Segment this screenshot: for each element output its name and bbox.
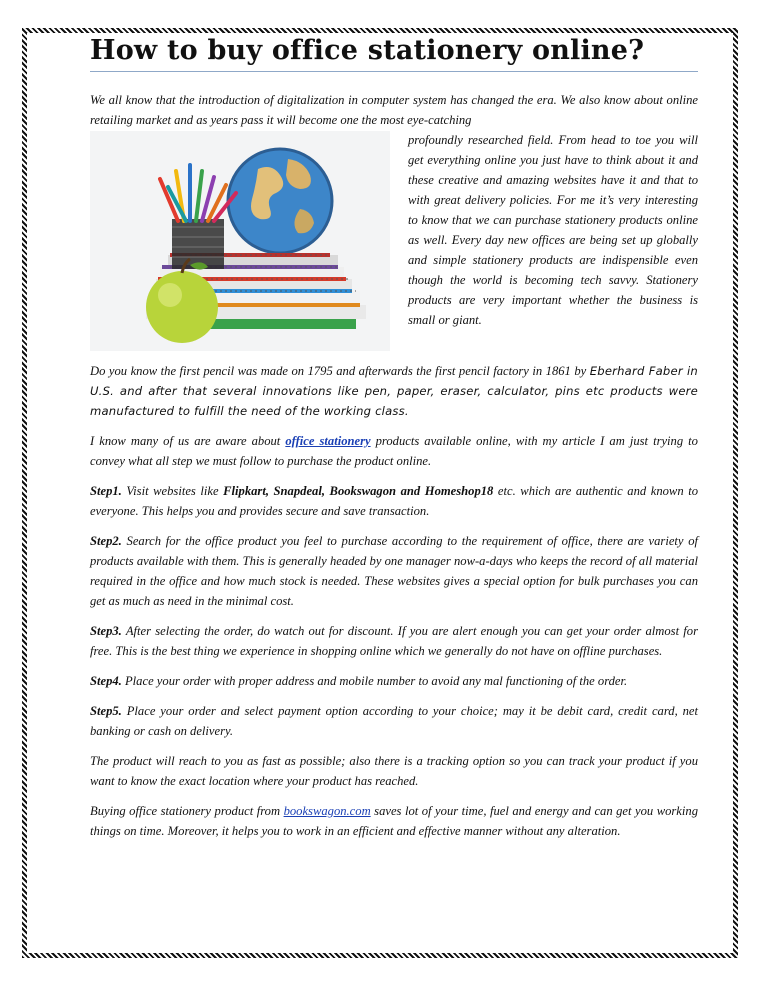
stationery-illustration	[90, 131, 390, 351]
step1-sites: Flipkart, Snapdeal, Bookswagon and Homeshop18	[223, 484, 494, 498]
closing-paragraph	[90, 801, 698, 841]
stationery-image	[90, 131, 390, 351]
aware-post-text: products available online, with my article I am just trying to convey what all step we must follow to purchase the product online.	[90, 434, 698, 468]
page-title: How to buy office stationery online?	[90, 34, 698, 72]
closing-pre-text: Buying office stationery product from	[90, 804, 284, 818]
step4-text: Place your order with proper address and mobile number to avoid any mal functioning of the order.	[121, 674, 628, 688]
aware-paragraph	[90, 431, 698, 471]
step2-label: Step2.	[90, 534, 122, 548]
step1-post-text: etc. which are authentic and known to everyone. This helps you and provides secure and save transaction.	[90, 484, 698, 518]
closing-post-text: saves lot of your time, fuel and energy and can get you working things on time. Moreover, it helps you to work in an efficient and effective manner without any alteration.	[90, 804, 698, 838]
step4-label: Step4.	[90, 674, 122, 688]
step3-label: Step3.	[90, 624, 122, 638]
document-page	[90, 34, 698, 841]
bookswagon-link[interactable]: bookswagon.com	[283, 804, 371, 818]
office-stationery-link[interactable]: office stationery	[285, 434, 371, 448]
step1-pre-text: Visit websites like	[121, 484, 224, 498]
step2-paragraph	[90, 531, 698, 611]
aware-pre-text: I know many of us are aware about	[90, 434, 286, 448]
step5-text: Place your order and select payment option according to your choice; may it be debit card, credit card, net banking or cash on delivery.	[90, 704, 698, 738]
intro-paragraph-top: We all know that the introduction of digitalization in computer system has changed the era. We also know about online retailing market and as years pass it will become one the most eye-catching	[90, 93, 698, 127]
pencil-sans-text: Eberhard Faber in U.S. and after that several innovations like pen, paper, eraser, calculator, pins etc products were manufactured to fulfill the need of the working class.	[90, 364, 698, 418]
step3-text: After selecting the order, do watch out for discount. If you are alert enough you can get your order almost for free. This is the best thing we experience in shopping online which we generally do not have on offline purchases.	[90, 624, 698, 658]
intro-paragraph-wrap: profoundly researched field. From head to toe you will get everything online you just have to think about it and these creative and amazing websites have it and that to with great delivery policies. For me it’s very interesting to know that we can purchase stationery products online as well. Every day new offices are being set up globally and simple stationery products are indispensible even though the world is becoming tech savvy. Stationery products are very important whether the business is small or giant.	[408, 133, 698, 327]
step5-label: Step5.	[90, 704, 122, 718]
step2-text: Search for the office product you feel to purchase according to the requirement of office, there are variety of products available with them. This is generally headed by one manager now-a-days who keeps the record of all material required in the office and how much stock is needed. These websites gives a special option for bulk purchases you can get as much as need in the minimal cost.	[90, 534, 698, 608]
pencil-paragraph	[90, 361, 698, 421]
pencil-serif-text: Do you know the first pencil was made on 1795 and afterwards the first pencil factory in 1861 by	[90, 364, 587, 378]
step1-label: Step1.	[90, 484, 122, 498]
tracking-paragraph: The product will reach to you as fast as possible; also there is a tracking option so you can track your product if you want to know the exact location where your product has reached.	[90, 754, 698, 788]
step3-paragraph	[90, 621, 698, 661]
step4-paragraph	[90, 671, 698, 691]
step1-paragraph	[90, 481, 698, 521]
step5-paragraph	[90, 701, 698, 741]
